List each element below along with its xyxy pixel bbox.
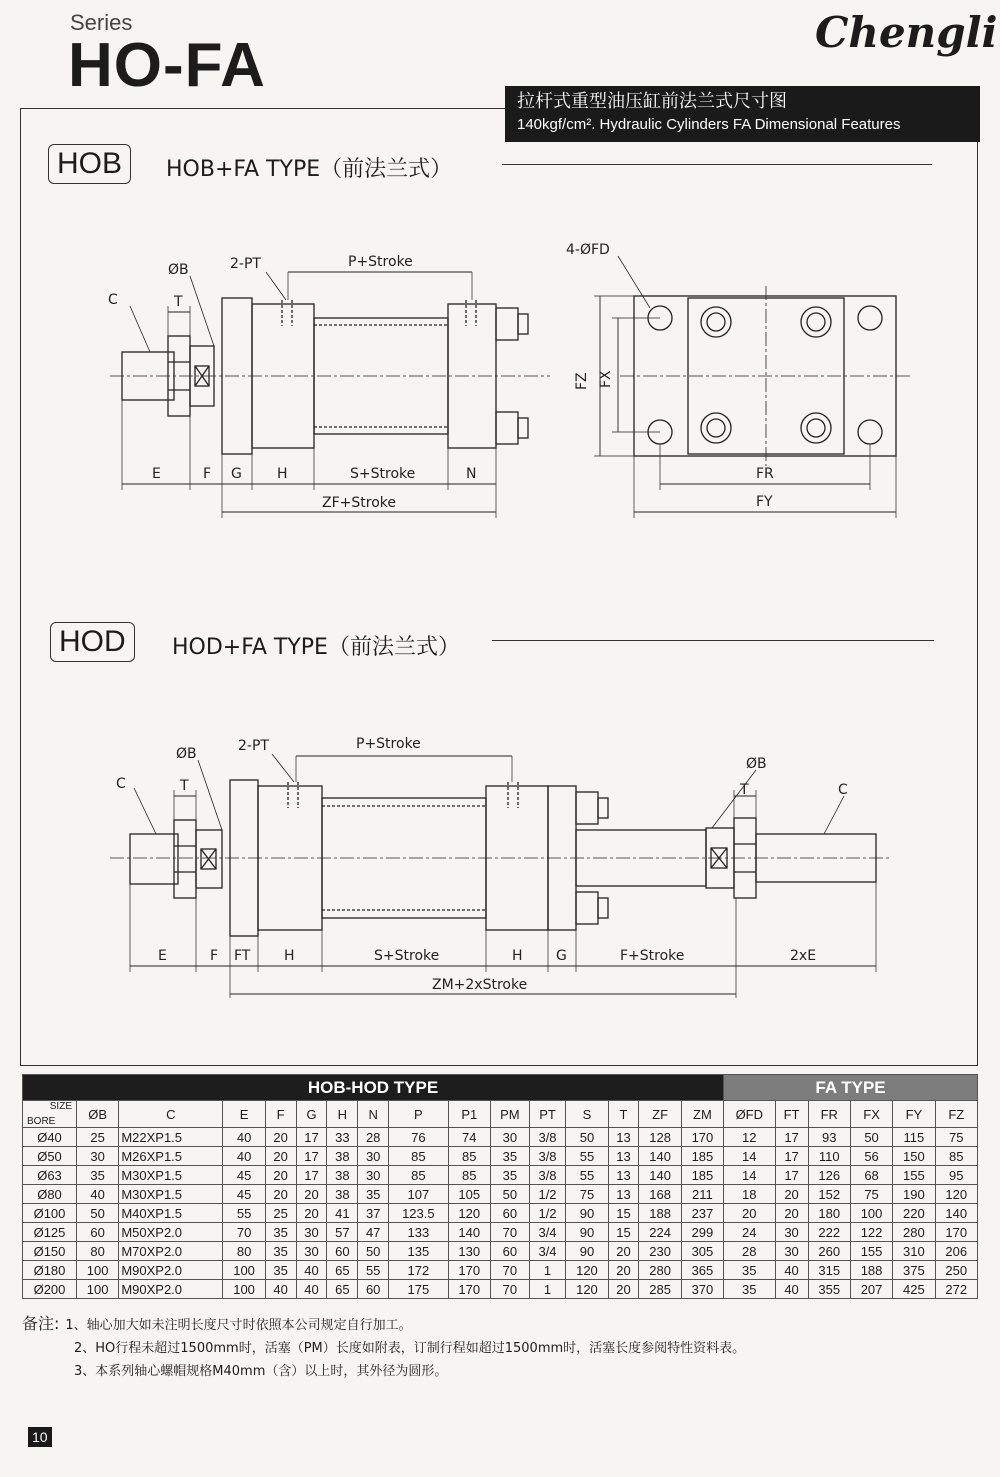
note-item-1: 1、轴心加大如未注明长度尺寸时依照本公司规定自行加工。 (65, 1318, 412, 1333)
table-cell: 60 (327, 1242, 358, 1261)
hob-label-g: G (231, 466, 242, 482)
table-cell: 100 (850, 1204, 892, 1223)
table-cell: 172 (389, 1261, 449, 1280)
bore-cell: Ø80 (23, 1185, 77, 1204)
table-cell: 170 (681, 1128, 723, 1147)
table-cell: 188 (850, 1261, 892, 1280)
table-cell: 1/2 (529, 1204, 566, 1223)
hod-label-h: H (284, 948, 295, 964)
table-cell: 93 (808, 1128, 850, 1147)
table-cell: 90 (566, 1204, 608, 1223)
table-cell: 20 (608, 1261, 639, 1280)
note-item-2: 2、HO行程未超过1500mm时，活塞（PM）长度如附表，订制行程如超过1500mm时，活塞长度参阅特性资料表。 (74, 1341, 746, 1356)
table-row (23, 1147, 978, 1166)
table-cell: 35 (265, 1242, 296, 1261)
column-header: PT (529, 1101, 566, 1128)
bore-cell: Ø180 (23, 1261, 77, 1280)
table-row (23, 1242, 978, 1261)
hob-label-t: T (174, 294, 183, 310)
table-cell: 140 (448, 1223, 490, 1242)
table-cell: 20 (775, 1204, 808, 1223)
hod-label-zm: ZM+2xStroke (432, 977, 528, 993)
corner-size-label: SIZE (49, 1101, 72, 1112)
table-cell: 110 (808, 1147, 850, 1166)
hod-label-h2: H (512, 948, 523, 964)
table-cell: 40 (265, 1280, 296, 1299)
hob-label-e: E (152, 466, 161, 482)
table-cell: 45 (223, 1185, 265, 1204)
bore-cell: Ø200 (23, 1280, 77, 1299)
table-cell: 37 (358, 1204, 389, 1223)
hob-label-c: C (108, 292, 118, 308)
table-cell: 15 (608, 1204, 639, 1223)
column-header: FY (893, 1101, 935, 1128)
dimension-table (22, 1074, 978, 1299)
table-cell: 13 (608, 1128, 639, 1147)
table-cell: 40 (775, 1261, 808, 1280)
table-cell: 170 (448, 1261, 490, 1280)
hob-label-fx: FX (598, 370, 614, 388)
table-cell: 3/8 (529, 1128, 566, 1147)
table-cell: 17 (775, 1128, 808, 1147)
table-cell: 20 (265, 1166, 296, 1185)
table-cell: 24 (724, 1223, 775, 1242)
table-cell: 35 (490, 1166, 529, 1185)
table-cell: 20 (724, 1204, 775, 1223)
hod-label-e2: 2xE (790, 948, 817, 964)
notes-label: 备注: (22, 1314, 60, 1333)
table-cell: 30 (296, 1223, 327, 1242)
table-header-row (23, 1101, 978, 1128)
table-cell: 280 (639, 1261, 681, 1280)
table-cell: 120 (566, 1261, 608, 1280)
table-cell: M70XP2.0 (119, 1242, 223, 1261)
table-band-hob-hod: HOB-HOD TYPE (23, 1075, 724, 1101)
table-cell: 17 (296, 1128, 327, 1147)
table-cell: 100 (223, 1280, 265, 1299)
table-cell: 55 (358, 1261, 389, 1280)
hod-label-s: S+Stroke (374, 948, 440, 964)
bore-cell: Ø150 (23, 1242, 77, 1261)
hod-section-rule (492, 640, 934, 641)
table-cell: 30 (358, 1147, 389, 1166)
bore-cell: Ø63 (23, 1166, 77, 1185)
hod-badge: HOD (50, 622, 135, 662)
hod-label-fs: F+Stroke (620, 948, 685, 964)
table-cell: 175 (389, 1280, 449, 1299)
table-cell: 140 (639, 1166, 681, 1185)
table-cell: 224 (639, 1223, 681, 1242)
table-cell: 168 (639, 1185, 681, 1204)
hob-badge: HOB (48, 144, 131, 184)
table-cell: 135 (389, 1242, 449, 1261)
table-cell: 14 (724, 1166, 775, 1185)
table-cell: 100 (77, 1280, 119, 1299)
table-cell: 105 (448, 1185, 490, 1204)
column-header: FZ (935, 1101, 977, 1128)
table-cell: 120 (935, 1185, 977, 1204)
table-band-fa: FA TYPE (724, 1075, 978, 1101)
table-cell: 57 (327, 1223, 358, 1242)
table-cell: 150 (893, 1147, 935, 1166)
table-cell: 170 (448, 1280, 490, 1299)
table-cell: 35 (358, 1185, 389, 1204)
table-cell: 17 (775, 1147, 808, 1166)
table-cell: 40 (296, 1261, 327, 1280)
table-cell: 85 (389, 1147, 449, 1166)
hod-label-pt: 2-PT (238, 738, 269, 754)
table-cell: 12 (724, 1128, 775, 1147)
table-cell: M22XP1.5 (119, 1128, 223, 1147)
notes (22, 1312, 745, 1383)
table-cell: 74 (448, 1128, 490, 1147)
column-header: E (223, 1101, 265, 1128)
table-cell: M40XP1.5 (119, 1204, 223, 1223)
column-header: ZM (681, 1101, 723, 1128)
hod-label-b: ØB (176, 746, 197, 762)
table-cell: 170 (935, 1223, 977, 1242)
table-cell: 55 (223, 1204, 265, 1223)
hob-label-fy: FY (756, 494, 773, 510)
hob-label-p: P+Stroke (348, 254, 413, 270)
table-cell: 35 (724, 1261, 775, 1280)
table-cell: 17 (775, 1166, 808, 1185)
table-cell: 120 (566, 1280, 608, 1299)
table-cell: 115 (893, 1128, 935, 1147)
table-cell: 250 (935, 1261, 977, 1280)
table-cell: 70 (490, 1261, 529, 1280)
table-cell: 30 (358, 1166, 389, 1185)
table-cell: 30 (775, 1223, 808, 1242)
table-cell: 35 (77, 1166, 119, 1185)
table-cell: 310 (893, 1242, 935, 1261)
table-cell: 20 (608, 1242, 639, 1261)
hod-label-c2: C (838, 782, 848, 798)
column-header: ØFD (724, 1101, 775, 1128)
table-cell: 50 (566, 1128, 608, 1147)
table-cell: 13 (608, 1185, 639, 1204)
table-row (23, 1223, 978, 1242)
column-header: ØB (77, 1101, 119, 1128)
table-cell: 35 (724, 1280, 775, 1299)
corner-bore-label: BORE (27, 1116, 56, 1127)
table-cell: 20 (296, 1204, 327, 1223)
hob-label-zf: ZF+Stroke (322, 495, 396, 511)
model-title: HO-FA (68, 31, 266, 100)
bore-cell: Ø100 (23, 1204, 77, 1223)
table-cell: 211 (681, 1185, 723, 1204)
table-cell: 38 (327, 1147, 358, 1166)
table-cell: 126 (808, 1166, 850, 1185)
table-cell: 3/8 (529, 1166, 566, 1185)
table-cell: 188 (639, 1204, 681, 1223)
column-header: FR (808, 1101, 850, 1128)
brand-logo: Chengli (815, 8, 998, 57)
table-cell: 185 (681, 1147, 723, 1166)
column-header: G (296, 1101, 327, 1128)
hob-section-title: HOB+FA TYPE（前法兰式） (166, 157, 453, 182)
table-cell: 30 (775, 1242, 808, 1261)
table-cell: 50 (490, 1185, 529, 1204)
hod-label-f: F (210, 948, 219, 964)
table-row (23, 1166, 978, 1185)
hod-label-t2: T (740, 782, 749, 798)
table-cell: 185 (681, 1166, 723, 1185)
table-cell: 55 (566, 1147, 608, 1166)
table-cell: 370 (681, 1280, 723, 1299)
table-cell: 17 (296, 1166, 327, 1185)
table-cell: 60 (490, 1242, 529, 1261)
table-cell: 206 (935, 1242, 977, 1261)
hod-label-t: T (180, 778, 189, 794)
hob-label-n: N (466, 466, 477, 482)
table-cell: 40 (223, 1128, 265, 1147)
table-cell: 100 (223, 1261, 265, 1280)
table-cell: M90XP2.0 (119, 1261, 223, 1280)
table-cell: 133 (389, 1223, 449, 1242)
table-cell: 272 (935, 1280, 977, 1299)
table-cell: 220 (893, 1204, 935, 1223)
table-cell: 28 (358, 1128, 389, 1147)
hod-section-title: HOD+FA TYPE（前法兰式） (172, 635, 460, 660)
table-cell: 80 (77, 1242, 119, 1261)
hod-drawing (0, 700, 1000, 1010)
hod-label-p: P+Stroke (356, 736, 421, 752)
table-cell: 365 (681, 1261, 723, 1280)
table-cell: 50 (358, 1242, 389, 1261)
table-cell: 28 (724, 1242, 775, 1261)
hob-label-fz: FZ (574, 372, 590, 390)
table-cell: 40 (775, 1280, 808, 1299)
table-cell: 120 (448, 1204, 490, 1223)
table-cell: 35 (265, 1261, 296, 1280)
table-cell: 190 (893, 1185, 935, 1204)
table-cell: 50 (850, 1128, 892, 1147)
table-cell: 123.5 (389, 1204, 449, 1223)
table-cell: 128 (639, 1128, 681, 1147)
table-row (23, 1280, 978, 1299)
table-cell: 38 (327, 1185, 358, 1204)
table-cell: 20 (296, 1185, 327, 1204)
note-item-3: 3、本系列轴心螺帽规格M40mm（含）以上时，其外径为圆形。 (74, 1364, 448, 1379)
title-en: 140kgf/cm². Hydraulic Cylinders FA Dimensional Features (517, 116, 901, 133)
table-cell: 230 (639, 1242, 681, 1261)
table-cell: 65 (327, 1261, 358, 1280)
table-cell: 75 (566, 1185, 608, 1204)
table-cell: 222 (808, 1223, 850, 1242)
table-cell: 75 (935, 1128, 977, 1147)
table-cell: 85 (389, 1166, 449, 1185)
table-cell: 17 (296, 1147, 327, 1166)
table-corner-cell (23, 1101, 77, 1128)
table-cell: 18 (724, 1185, 775, 1204)
hob-drawing (0, 0, 1000, 620)
table-cell: 280 (893, 1223, 935, 1242)
table-cell: 140 (935, 1204, 977, 1223)
table-cell: 76 (389, 1128, 449, 1147)
table-cell: 100 (77, 1261, 119, 1280)
column-header: T (608, 1101, 639, 1128)
page-number: 10 (28, 1427, 52, 1447)
column-header: ZF (639, 1101, 681, 1128)
table-cell: 30 (296, 1242, 327, 1261)
hod-label-b2: ØB (746, 756, 767, 772)
table-cell: 70 (223, 1223, 265, 1242)
series-label: Series (70, 10, 133, 35)
table-cell: 425 (893, 1280, 935, 1299)
table-cell: 25 (265, 1204, 296, 1223)
table-cell: 85 (448, 1166, 490, 1185)
table-cell: 40 (296, 1280, 327, 1299)
table-cell: 355 (808, 1280, 850, 1299)
column-header: C (119, 1101, 223, 1128)
table-cell: M50XP2.0 (119, 1223, 223, 1242)
table-cell: 3/4 (529, 1223, 566, 1242)
table-cell: 155 (893, 1166, 935, 1185)
column-header: P1 (448, 1101, 490, 1128)
table-cell: 140 (639, 1147, 681, 1166)
table-cell: 45 (223, 1166, 265, 1185)
table-cell: 1 (529, 1280, 566, 1299)
table-cell: 40 (223, 1147, 265, 1166)
table-cell: M30XP1.5 (119, 1185, 223, 1204)
table-cell: 1/2 (529, 1185, 566, 1204)
table-cell: M30XP1.5 (119, 1166, 223, 1185)
table-cell: 60 (77, 1223, 119, 1242)
table-cell: 70 (490, 1223, 529, 1242)
column-header: H (327, 1101, 358, 1128)
bore-cell: Ø125 (23, 1223, 77, 1242)
table-cell: 20 (265, 1147, 296, 1166)
table-row (23, 1204, 978, 1223)
bore-cell: Ø40 (23, 1128, 77, 1147)
table-cell: 1 (529, 1261, 566, 1280)
table-cell: 60 (358, 1280, 389, 1299)
table-cell: 60 (490, 1204, 529, 1223)
table-cell: 85 (448, 1147, 490, 1166)
table-row (23, 1128, 978, 1147)
column-header: S (566, 1101, 608, 1128)
table-cell: 75 (850, 1185, 892, 1204)
table-cell: 107 (389, 1185, 449, 1204)
table-cell: 85 (935, 1147, 977, 1166)
hob-label-fr: FR (756, 466, 774, 482)
table-cell: 35 (265, 1223, 296, 1242)
table-cell: M26XP1.5 (119, 1147, 223, 1166)
table-cell: 155 (850, 1242, 892, 1261)
table-cell: 20 (775, 1185, 808, 1204)
table-cell: 14 (724, 1147, 775, 1166)
table-cell: 35 (490, 1147, 529, 1166)
hob-label-f: F (203, 466, 212, 482)
table-cell: 20 (265, 1185, 296, 1204)
hod-label-ft: FT (234, 948, 251, 964)
table-row (23, 1185, 978, 1204)
table-cell: 20 (265, 1128, 296, 1147)
table-cell: 305 (681, 1242, 723, 1261)
table-cell: 13 (608, 1166, 639, 1185)
bore-cell: Ø50 (23, 1147, 77, 1166)
hob-label-fd: 4-ØFD (566, 242, 610, 258)
table-cell: 65 (327, 1280, 358, 1299)
table-cell: 3/4 (529, 1242, 566, 1261)
table-cell: 260 (808, 1242, 850, 1261)
table-body (23, 1128, 978, 1299)
table-cell: 90 (566, 1242, 608, 1261)
table-cell: 95 (935, 1166, 977, 1185)
table-cell: 40 (77, 1185, 119, 1204)
table-cell: 50 (77, 1204, 119, 1223)
table-cell: 130 (448, 1242, 490, 1261)
table-cell: 90 (566, 1223, 608, 1242)
column-header: FX (850, 1101, 892, 1128)
column-header: N (358, 1101, 389, 1128)
table-row (23, 1261, 978, 1280)
hob-label-h: H (277, 466, 288, 482)
column-header: P (389, 1101, 449, 1128)
table-cell: 33 (327, 1128, 358, 1147)
hob-label-s: S+Stroke (350, 466, 416, 482)
hod-label-c: C (116, 776, 126, 792)
table-cell: 30 (77, 1147, 119, 1166)
table-cell: 3/8 (529, 1147, 566, 1166)
table-cell: 207 (850, 1280, 892, 1299)
table-cell: 299 (681, 1223, 723, 1242)
table-cell: 41 (327, 1204, 358, 1223)
table-cell: 70 (490, 1280, 529, 1299)
hob-label-pt: 2-PT (230, 256, 261, 272)
table-cell: 180 (808, 1204, 850, 1223)
table-cell: M90XP2.0 (119, 1280, 223, 1299)
hod-label-e: E (158, 948, 167, 964)
table-cell: 55 (566, 1166, 608, 1185)
title-cn: 拉杆式重型油压缸前法兰式尺寸图 (517, 91, 787, 112)
table-cell: 152 (808, 1185, 850, 1204)
table-cell: 285 (639, 1280, 681, 1299)
table-cell: 237 (681, 1204, 723, 1223)
column-header: FT (775, 1101, 808, 1128)
table-cell: 13 (608, 1147, 639, 1166)
table-cell: 38 (327, 1166, 358, 1185)
table-cell: 122 (850, 1223, 892, 1242)
table-cell: 47 (358, 1223, 389, 1242)
column-header: PM (490, 1101, 529, 1128)
table-cell: 80 (223, 1242, 265, 1261)
table-cell: 375 (893, 1261, 935, 1280)
hod-label-g: G (556, 948, 567, 964)
table-cell: 315 (808, 1261, 850, 1280)
table-cell: 25 (77, 1128, 119, 1147)
column-header: F (265, 1101, 296, 1128)
table-cell: 68 (850, 1166, 892, 1185)
table-cell: 15 (608, 1223, 639, 1242)
hob-label-b: ØB (168, 262, 189, 278)
table-cell: 20 (608, 1280, 639, 1299)
table-cell: 30 (490, 1128, 529, 1147)
table-cell: 56 (850, 1147, 892, 1166)
